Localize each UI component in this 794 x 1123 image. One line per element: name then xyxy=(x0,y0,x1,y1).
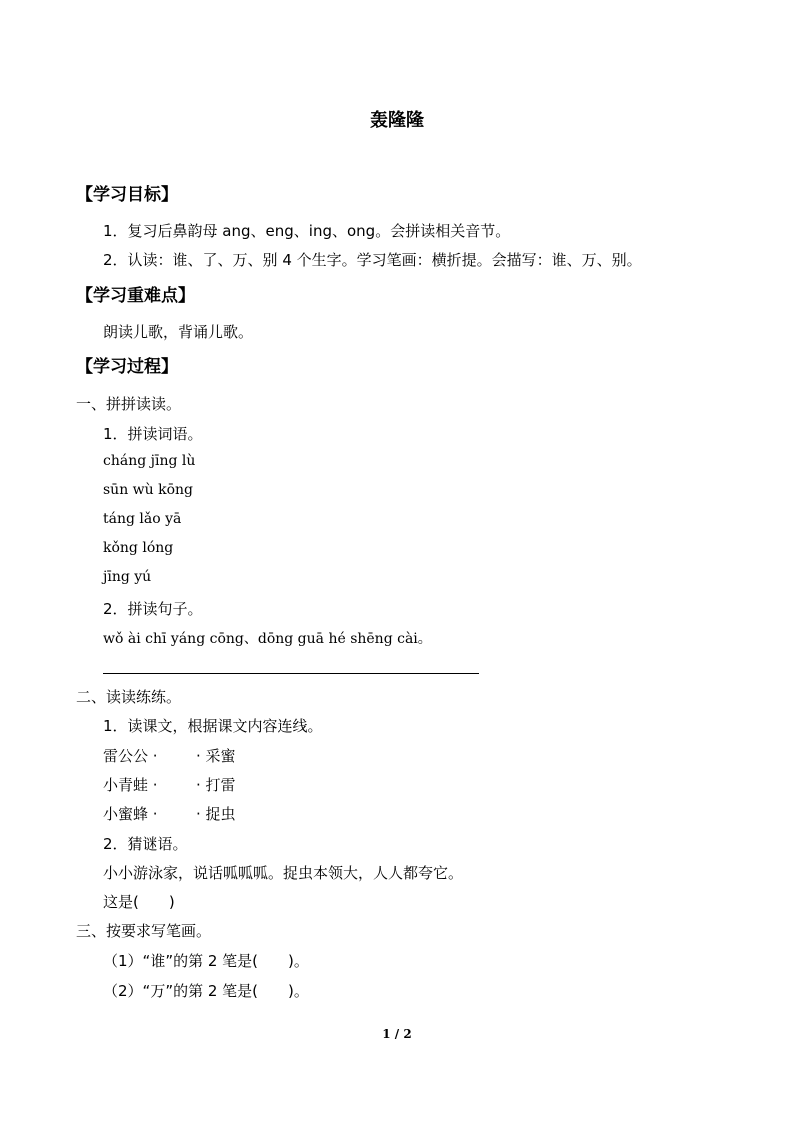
key-points-text: 朗读儿歌，背诵儿歌。 xyxy=(103,323,254,341)
part1-sub1: 1．拼读词语。 xyxy=(103,425,203,443)
stroke-question-2[interactable]: （2）“万”的第 2 笔是( )。 xyxy=(103,982,309,1000)
part3-heading: 三、按要求写笔画。 xyxy=(76,922,212,940)
goal-item-1: 1．复习后鼻韵母 ang、eng、ing、ong。会拼读相关音节。 xyxy=(103,222,511,240)
key-points-heading: 【学习重难点】 xyxy=(76,286,195,306)
matching-left-item[interactable]: 小青蛙 · xyxy=(103,776,158,794)
matching-right-item[interactable]: · 采蜜 xyxy=(196,747,236,765)
pinyin-word: táng lǎo yā xyxy=(103,511,182,527)
pinyin-word: jīng yú xyxy=(103,569,152,585)
pinyin-sentence: wǒ ài chī yáng cōng、dōng guā hé shēng cài。 xyxy=(103,631,432,647)
answer-line[interactable] xyxy=(103,673,479,674)
part1-sub2: 2．拼读句子。 xyxy=(103,600,203,618)
pinyin-word: kǒng lóng xyxy=(103,540,174,556)
page-title: 轰隆隆 xyxy=(370,110,424,131)
matching-right-item[interactable]: · 打雷 xyxy=(196,776,236,794)
riddle-text: 小小游泳家，说话呱呱呱。捉虫本领大，人人都夸它。 xyxy=(103,864,464,882)
stroke-question-1[interactable]: （1）“谁”的第 2 笔是( )。 xyxy=(103,952,309,970)
part2-sub2: 2．猜谜语。 xyxy=(103,835,188,853)
part1-heading: 一、拼拼读读。 xyxy=(76,395,182,413)
matching-left-item[interactable]: 小蜜蜂 · xyxy=(103,805,158,823)
process-heading: 【学习过程】 xyxy=(76,357,178,377)
part2-heading: 二、读读练练。 xyxy=(76,688,182,706)
part2-sub1: 1．读课文，根据课文内容连线。 xyxy=(103,717,323,735)
pinyin-word: sūn wù kōng xyxy=(103,482,194,498)
goal-item-2: 2．认读：谁、了、万、别 4 个生字。学习笔画：横折提。会描写：谁、万、别。 xyxy=(103,251,642,269)
pinyin-word: cháng jīng lù xyxy=(103,453,196,469)
riddle-answer[interactable]: 这是( ) xyxy=(103,893,175,911)
matching-right-item[interactable]: · 捉虫 xyxy=(196,805,236,823)
goals-heading: 【学习目标】 xyxy=(76,185,178,205)
page-number: 1 / 2 xyxy=(382,1027,412,1041)
matching-left-item[interactable]: 雷公公 · xyxy=(103,747,158,765)
